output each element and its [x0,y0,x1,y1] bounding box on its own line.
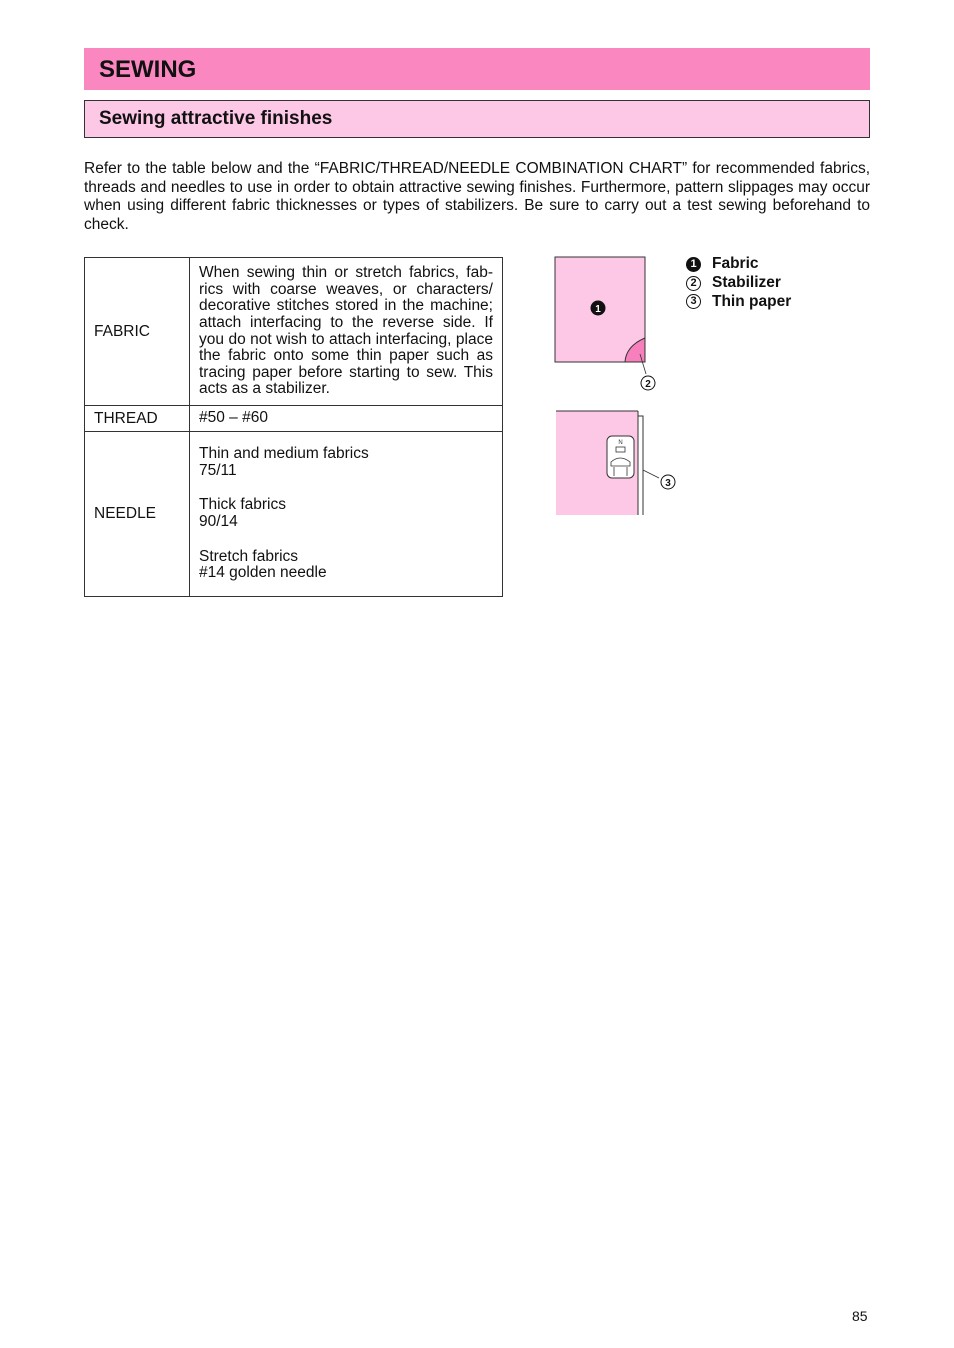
intro-paragraph: Refer to the table below and the “FABRIC/THREAD/NEEDLE COMBINATION CHART” for recommended fabrics, threads and needles to use in order to obtain attractive sewing finishes. Furthermore, pattern slippages may occur when using different fabric thicknesses or types of stabilizers. Be sure to carry out a test sewing beforehand to check. [84,160,870,233]
subsection-title: Sewing attractive finishes [84,100,870,138]
fabric-with-stabilizer-figure [555,257,655,390]
needle-label: NEEDLE [85,432,190,597]
table-row-thread [85,406,503,432]
needle-type-stretch: Stretch fabrics [199,547,299,565]
presser-foot-icon [607,436,634,478]
table-row-fabric [85,258,503,406]
needle-info [190,432,503,597]
fabric-thread-needle-table [84,257,503,597]
callout-3: 3 [665,478,671,489]
illustration-legend [686,255,791,311]
legend-item [686,293,791,312]
fabric-label: FABRIC [85,258,190,406]
legend-number-1: 1 [686,257,701,272]
callout-1: 1 [595,304,601,315]
legend-label-thin-paper: Thin paper [712,292,792,310]
needle-size-stretch: #14 golden needle [199,564,327,582]
legend-number-2: 2 [686,276,701,291]
needle-size-thin-medium: 75/11 [199,461,237,479]
presser-foot-letter: N [618,440,623,446]
fabric-stabilizer-illustration [540,250,690,525]
callout-2: 2 [645,379,651,390]
legend-label-stabilizer: Stabilizer [712,274,781,292]
legend-item [686,274,791,293]
legend-item [686,255,791,274]
fabric-on-thin-paper-figure [556,411,675,515]
needle-size-thick: 90/14 [199,513,238,530]
needle-type-thin-medium: Thin and medium fabrics [199,445,369,463]
page-number: 85 [852,1308,868,1324]
table-row-needle [85,432,503,597]
needle-type-thick: Thick fabrics [199,496,286,514]
thread-text: #50 – #60 [190,406,503,432]
legend-label-fabric: Fabric [712,255,759,273]
section-title: SEWING [84,48,870,90]
thread-label: THREAD [85,406,190,432]
fabric-text: When sewing thin or stretch fabrics, fab-rics with coarse weaves, or characters/ decorative stitches stored in the machine; attach interfacing to the reverse side. If you do not wish to attach interfacing, place the fabric onto some thin paper such as tracing paper before starting to sew. This acts as a stabilizer. [190,258,503,406]
legend-number-3: 3 [686,294,701,309]
thin-paper-edge [638,416,643,515]
